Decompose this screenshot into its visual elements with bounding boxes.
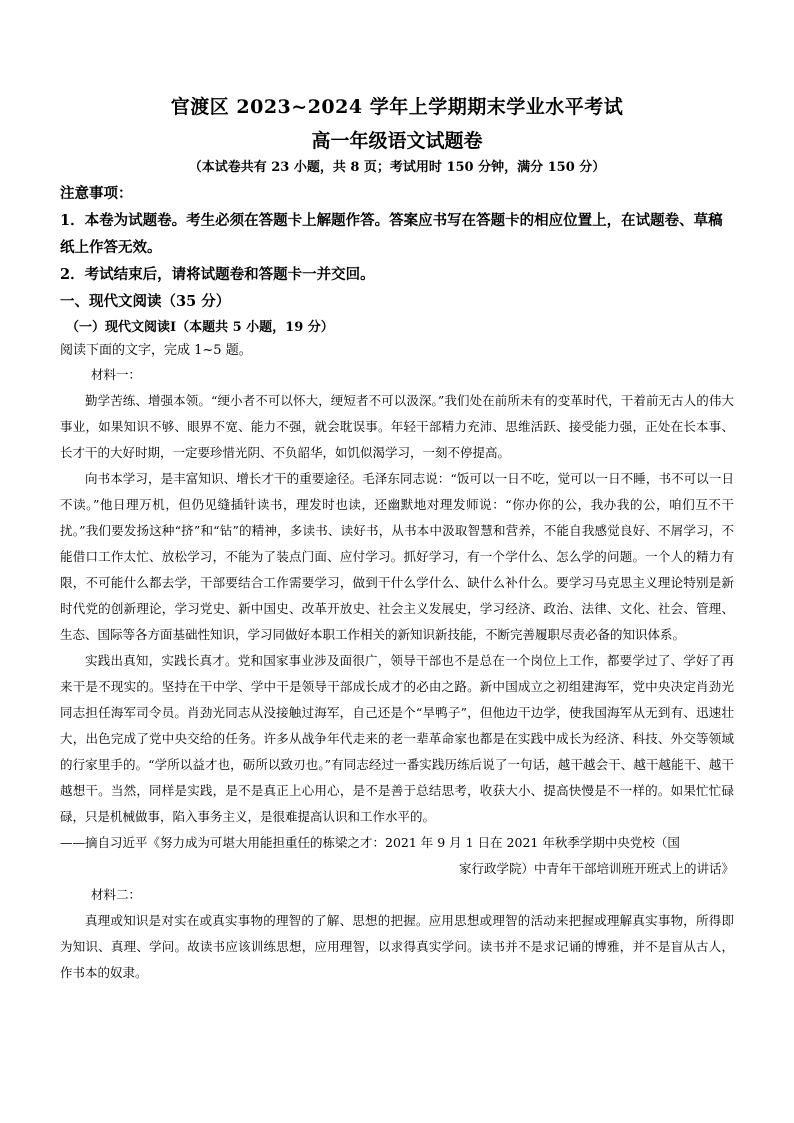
exam-title: 官渡区 2023~2024 学年上学期期末学业水平考试 <box>170 96 624 118</box>
exam-info: （本试卷共有 23 小题，共 8 页；考试用时 150 分钟，满分 150 分） <box>188 160 606 175</box>
material-1-paragraph-1: 勤学苦练、增强本领。“绠小者不可以怀大，绠短者不可以汲深。”我们处在前所未有的变革时代，干着前无古人的伟大事业，如果知识不够、眼界不宽、能力不强，就会耽误事。年轻干部精力充沛、思维活跃、接受能力强，正处在长本事、长才干的大好时期，一定要珍惜光阴、不负韶华，如饥似渴学习，一刻不停提高。 <box>60 393 734 460</box>
notes-item-2: 2．考试结束后，请将试题卷和答题卡一并交回。 <box>60 266 375 283</box>
section-heading: 一、现代文阅读（35 分） <box>60 293 231 310</box>
notes-heading: 注意事项： <box>60 185 133 202</box>
material-1-citation-line-2: 家行政学院）中青年干部培训班开班式上的讲话》 <box>458 861 734 876</box>
material-1-paragraph-2: 向书本学习，是丰富知识、增长才干的重要途径。毛泽东同志说：“饭可以一日不吃，觉可以一日不睡，书不可以一日不读。”他日理万机，但仍见缝插针读书，理发时也读，还幽默地对理发师说：“你办你的公，我办我的公，咱们互不干扰。”我们要发扬这种“挤”和“钻”的精神，多读书、读好书，从书本中汲取智慧和营养，不能自我感觉良好、不屑学习，不能借口工作太忙、放松学习，不能为了装点门面、应付学习。抓好学习，有一个学什么、怎么学的问题。一个人的精力有限，不可能什么都去学，干部要结合工作需要学习，做到干什么学什么、缺什么补什么。要学习马克思主义理论特别是新时代党的创新理论，学习党史、新中国史、改革开放史、社会主义发展史，学习经济、政治、法律、文化、社会、管理、生态、国际等各方面基础性知识，学习同做好本职工作相关的新知识新技能，不断完善履职尽责必备的知识体系。 <box>60 471 734 642</box>
notes-item-1: 1．本卷为试题卷。考生必须在答题卡上解题作答。答案应书写在答题卡的相应位置上，在试题卷、草稿纸上作答无效。 <box>60 212 723 256</box>
material-1-paragraph-3: 实践出真知，实践长真才。党和国家事业涉及面很广，领导干部也不是总在一个岗位上工作，都要学过了、学好了再来干是不现实的。坚持在干中学、学中干是领导干部成长成才的必由之路。新中国成立之初组建海军，党中央决定肖劲光同志担任海军司令员。肖劲光同志从没接触过海军，自己还是个“旱鸭子”，但他边干边学，使我国海军从无到有、迅速壮大，出色完成了党中央交给的任务。许多从战争年代走来的老一辈革命家也都是在实践中成长为经济、科技、外交等领域的行家里手的。“学所以益才也，砺所以致刃也。”有同志经过一番实践历练后说了一句话，越干越会干、越干越能干、越干越想干。当然，同样是实践，是不是真正上心用心，是不是善于总结思考，收获大小、提高快慢是不一样的。如果忙忙碌碌，只是机械做事，陷入事务主义，是很难提高认识和工作水平的。 <box>60 653 734 824</box>
material-1-citation-line-1: ——摘自习近平《努力成为可堪大用能担重任的栋梁之才：2021 年 9 月 1 日在 2021 年秋季学期中央党校（国 <box>60 835 680 850</box>
reading-instruction: 阅读下面的文字，完成 1~5 题。 <box>60 343 252 358</box>
material-2-paragraph-1: 真理或知识是对实在或真实事物的理智的了解、思想的把握。应用思想或理智的活动来把握或理解真实事物，所得即为知识、真理、学问。故读书应该训练思想，应用理智，以求得真实学问。读书并不是求记诵的博雅，并不是盲从古人，作书本的奴隶。 <box>60 913 734 980</box>
material-2-label: 材料二： <box>91 887 142 902</box>
subsection-heading: （一）现代文阅读Ⅰ（本题共 5 小题，19 分） <box>66 320 334 335</box>
paper-subtitle: 高一年级语文试题卷 <box>311 130 483 152</box>
material-1-label: 材料一： <box>91 367 142 382</box>
